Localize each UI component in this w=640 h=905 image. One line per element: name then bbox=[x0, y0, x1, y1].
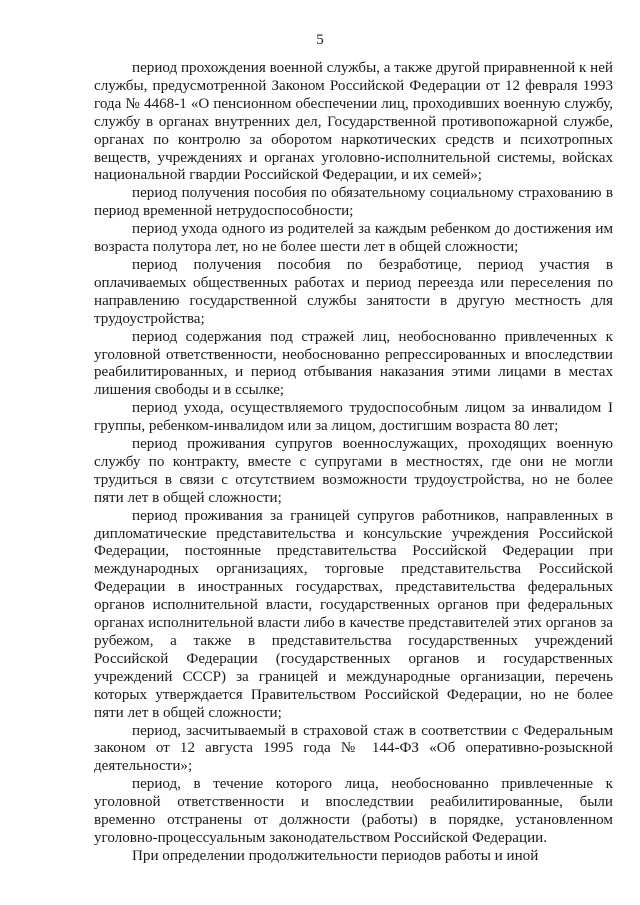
document-body bbox=[94, 60, 613, 866]
paragraph-military-service: период прохождения военной службы, а также другой приравненной к ней службы, предусмотренной Законом Российской Федерации от 12 февраля 1993 года № 4468-1 «О пенсионном обеспечении лиц, проходивших военную службу, службу в органах внутренних дел, Государственной противопожарной службе, органах по контролю за оборотом наркотических средств и психотропных веществ, учреждениях и органах уголовно-исполнительной системы, войсках национальной гвардии Российской Федерации, и их семей»; bbox=[94, 60, 613, 184]
paragraph-spouses-abroad: период проживания за границей супругов работников, направленных в дипломатические представительства и консульские учреждения Российской Федерации, постоянные представительства Российской Федерации при международных организациях, торговые представительства Российской Федерации в иностранных государствах, представительства федеральных органов исполнительной власти, государственных органов при федеральных органах исполнительной власти либо в качестве представителей этих органов за рубежом, а также в представительства государственных учреждений Российской Федерации (государственных органов и государственных учреждений СССР) за границей и международные организации, перечень которых утверждается Правительством Российской Федерации, но не более пяти лет в общей сложности; bbox=[94, 507, 613, 721]
paragraph-sick-leave-benefit: период получения пособия по обязательному социальному страхованию в период временной нетрудоспособности; bbox=[94, 185, 613, 220]
paragraph-child-care: период ухода одного из родителей за каждым ребенком до достижения им возраста полутора лет, но не более шести лет в общей сложности; bbox=[94, 221, 613, 256]
paragraph-unemployment-benefit: период получения пособия по безработице, период участия в оплачиваемых общественных работах и период переезда или переселения по направлению государственной службы занятости в другую местность для трудоустройства; bbox=[94, 256, 613, 327]
paragraph-care-for-disabled: период ухода, осуществляемого трудоспособным лицом за инвалидом I группы, ребенком-инвалидом или за лицом, достигшим возраста 80 лет; bbox=[94, 400, 613, 435]
paragraph-military-spouses: период проживания супругов военнослужащих, проходящих военную службу по контракту, вместе с супругами в местностях, где они не могли трудиться в связи с отсутствием возможности трудоустройства, но не более пяти лет в общей сложности; bbox=[94, 436, 613, 506]
paragraph-determination-of-periods: При определении продолжительности периодов работы и иной bbox=[132, 847, 539, 864]
paragraph-suspended-from-position: период, в течение которого лица, необоснованно привлеченные к уголовной ответственности и впоследствии реабилитированные, были временно отстранены от должности (работы) в порядке, установленном уголовно-процессуальным законодательством Российской Федерации. bbox=[94, 776, 613, 846]
paragraph-custody-rehabilitated: период содержания под стражей лиц, необоснованно привлеченных к уголовной ответственности, необоснованно репрессированных и впоследствии реабилитированных, и период отбывания наказания этими лицами в местах лишения свободы и в ссылке; bbox=[94, 328, 613, 399]
page-number: 5 bbox=[316, 32, 324, 48]
paragraph-operational-search-law: период, засчитываемый в страховой стаж в соответствии с Федеральным законом от 12 августа 1995 года № 144-ФЗ «Об оперативно-розыскной деятельности»; bbox=[94, 722, 613, 775]
